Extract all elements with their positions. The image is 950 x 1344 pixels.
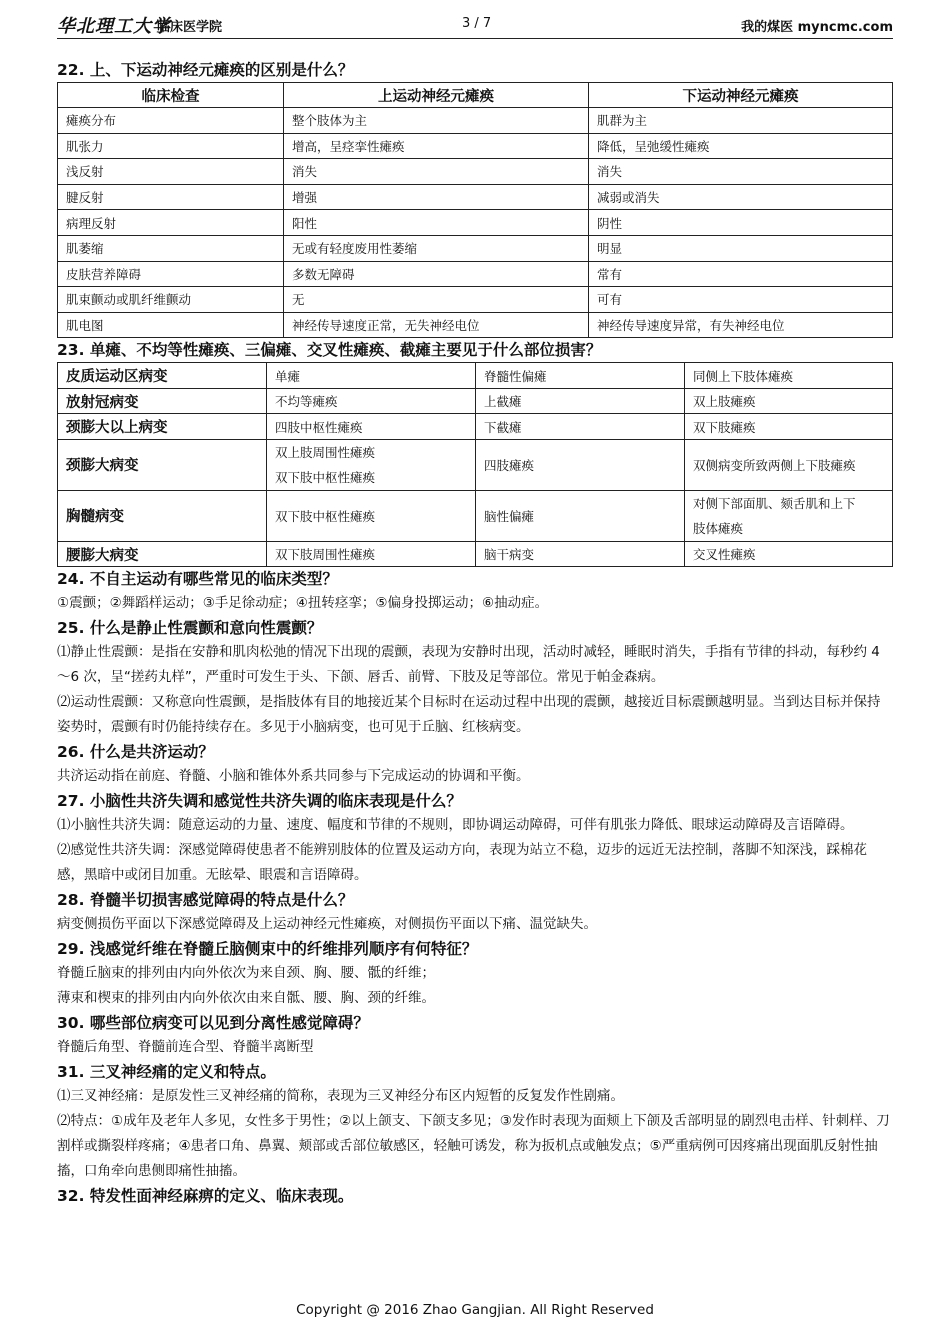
cell-line: 肢体瘫痪	[693, 520, 744, 536]
question-29-title: 29. 浅感觉纤维在脊髓丘脑侧束中的纤维排列顺序有何特征？	[57, 940, 478, 959]
answer-paragraph: 薄束和楔束的排列由内向外依次由来自骶、腰、胸、颈的纤维。	[57, 990, 435, 1007]
table-cell: 消失	[589, 159, 893, 185]
table-cell: 脑性偏瘫	[476, 490, 685, 541]
answer-paragraph: ⑴小脑性共济失调：随意运动的力量、速度、幅度和节律的不规则，即协调运动障碍，可伴有肌张力降低、眼球运动障碍及言语障碍。	[57, 817, 854, 834]
table-cell: 肌束颤动或肌纤维颤动	[58, 287, 284, 313]
table-cell: 阴性	[589, 210, 893, 236]
table-row	[58, 363, 893, 389]
table-cell	[685, 490, 893, 541]
answer-paragraph: ⑵特点：①成年及老年人多见，女性多于男性；②以上颌支、下颌支多见；③发作时表现为面颊上下颌及舌部明显的剧烈电击样、针刺样、刀割样或撕裂样疼痛；④患者口角、鼻翼、颊部或舌部位敏感区，轻触可诱发，称为扳机点或触发点；⑤严重病例可因疼痛出现面肌反射性抽搐，口角牵向患侧即痛性抽搐。	[57, 1113, 890, 1180]
table-cell: 肌群为主	[589, 108, 893, 134]
table-cell: 神经传导速度异常，有失神经电位	[589, 312, 893, 338]
answer-paragraph: 病变侧损伤平面以下深感觉障碍及上运动神经元性瘫痪，对侧损伤平面以下痛、温觉缺失。	[57, 916, 597, 933]
table-cell: 不均等瘫痪	[267, 388, 476, 414]
row-header: 颈膨大病变	[58, 439, 267, 490]
table-cell: 减弱或消失	[589, 184, 893, 210]
table-cell: 四肢瘫痪	[476, 439, 685, 490]
question-22-title: 22. 上、下运动神经元瘫痪的区别是什么？	[57, 61, 354, 79]
row-header: 胸髓病变	[58, 490, 267, 541]
table-cell: 降低，呈弛缓性瘫痪	[589, 133, 893, 159]
answer-paragraph: ①震颤；②舞蹈样运动；③手足徐动症；④扭转痉挛；⑤偏身投掷运动；⑥抽动症。	[57, 595, 549, 612]
table-cell: 整个肢体为主	[284, 108, 589, 134]
table-cell: 可有	[589, 287, 893, 313]
table-row	[58, 159, 893, 185]
motor-neuron-table	[57, 82, 893, 338]
table-cell: 皮肤营养障碍	[58, 261, 284, 287]
table-cell: 双下肢瘫痪	[685, 414, 893, 440]
university-logo: 华北理工大学	[57, 16, 171, 37]
table-cell: 下截瘫	[476, 414, 685, 440]
table-cell: 腱反射	[58, 184, 284, 210]
column-header: 上运动神经元瘫痪	[284, 83, 589, 108]
table-cell: 肌萎缩	[58, 235, 284, 261]
question-32-title: 32. 特发性面神经麻痹的定义、临床表现。	[57, 1187, 354, 1206]
table-cell: 肌张力	[58, 133, 284, 159]
table-row	[58, 210, 893, 236]
table-cell: 双上肢瘫痪	[685, 388, 893, 414]
cell-line: 双上肢周围性瘫痪	[275, 444, 376, 460]
question-31-title: 31. 三叉神经痛的定义和特点。	[57, 1063, 276, 1082]
table-row	[58, 235, 893, 261]
column-header: 临床检查	[58, 83, 284, 108]
question-25-title: 25. 什么是静止性震颤和意向性震颤？	[57, 619, 323, 638]
table-cell: 双侧病变所致两侧上下肢瘫痪	[685, 439, 893, 490]
table-row	[58, 541, 893, 567]
table-cell: 神经传导速度正常，无失神经电位	[284, 312, 589, 338]
table-cell: 单瘫	[267, 363, 476, 389]
table-cell: 肌电图	[58, 312, 284, 338]
table-row	[58, 108, 893, 134]
column-header: 下运动神经元瘫痪	[589, 83, 893, 108]
table-row	[58, 490, 893, 541]
table-cell: 脊髓性偏瘫	[476, 363, 685, 389]
row-header: 放射冠病变	[58, 388, 267, 414]
question-27-title: 27. 小脑性共济失调和感觉性共济失调的临床表现是什么？	[57, 792, 462, 811]
cell-line: 双下肢中枢性瘫痪	[275, 469, 376, 485]
question-30-title: 30. 哪些部位病变可以见到分离性感觉障碍？	[57, 1014, 369, 1033]
table-cell: 四肢中枢性瘫痪	[267, 414, 476, 440]
answer-paragraph: 脊髓后角型、脊髓前连合型、脊髓半离断型	[57, 1039, 314, 1056]
answer-paragraph: 脊髓丘脑束的排列由内向外依次为来自颈、胸、腰、骶的纤维；	[57, 965, 435, 982]
answer-paragraph: ⑴静止性震颤：是指在安静和肌肉松弛的情况下出现的震颤，表现为安静时出现，活动时减轻，睡眠时消失，手指有节律的抖动，每秒约 4～6 次，呈“搓药丸样”，严重时可发生于头、下颌、唇舌、前臂、下肢及足等部位。常见于帕金森病。	[57, 644, 880, 686]
table-cell: 瘫痪分布	[58, 108, 284, 134]
table-cell: 增强	[284, 184, 589, 210]
table-cell: 病理反射	[58, 210, 284, 236]
cell-line: 对侧下部面肌、颏舌肌和上下	[693, 495, 856, 511]
table-row	[58, 184, 893, 210]
table-cell: 脑干病变	[476, 541, 685, 567]
table-cell: 浅反射	[58, 159, 284, 185]
row-header: 皮质运动区病变	[58, 363, 267, 389]
table-cell: 增高，呈痉挛性瘫痪	[284, 133, 589, 159]
table-cell: 阳性	[284, 210, 589, 236]
answer-paragraph: ⑴三叉神经痛：是原发性三叉神经痛的简称，表现为三叉神经分布区内短暂的反复发作性剧痛。	[57, 1088, 624, 1105]
question-24-title: 24. 不自主运动有哪些常见的临床类型？	[57, 570, 338, 589]
table-cell: 无或有轻度废用性萎缩	[284, 235, 589, 261]
table-header-row	[58, 83, 893, 108]
document-body	[57, 58, 893, 1208]
department-name: 临床医学院	[157, 20, 223, 35]
table-cell	[267, 439, 476, 490]
table-cell: 双下肢周围性瘫痪	[267, 541, 476, 567]
table-cell: 明显	[589, 235, 893, 261]
table-row	[58, 414, 893, 440]
site-name: 我的煤医 myncmc.com	[741, 20, 893, 35]
question-23-title: 23. 单瘫、不均等性瘫痪、三偏瘫、交叉性瘫痪、截瘫主要见于什么部位损害？	[57, 341, 602, 360]
table-cell: 双下肢中枢性瘫痪	[267, 490, 476, 541]
row-header: 颈膨大以上病变	[58, 414, 267, 440]
table-cell: 上截瘫	[476, 388, 685, 414]
table-cell: 消失	[284, 159, 589, 185]
table-row	[58, 287, 893, 313]
question-26-title: 26. 什么是共济运动？	[57, 743, 214, 762]
answer-paragraph: 共济运动指在前庭、脊髓、小脑和锥体外系共同参与下完成运动的协调和平衡。	[57, 768, 530, 785]
answer-paragraph: ⑵感觉性共济失调：深感觉障碍使患者不能辨别肢体的位置及运动方向，表现为站立不稳，迈步的远近无法控制，落脚不知深浅，踩棉花感，黑暗中或闭目加重。无眩晕、眼震和言语障碍。	[57, 842, 867, 884]
table-cell: 交叉性瘫痪	[685, 541, 893, 567]
page-header	[57, 10, 893, 39]
table-row	[58, 388, 893, 414]
table-row	[58, 261, 893, 287]
table-cell: 多数无障碍	[284, 261, 589, 287]
table-row	[58, 312, 893, 338]
table-cell: 同侧上下肢体瘫痪	[685, 363, 893, 389]
paralysis-location-table	[57, 362, 893, 567]
page-number: 3 / 7	[462, 16, 492, 31]
table-row	[58, 439, 893, 490]
copyright-footer: Copyright @ 2016 Zhao Gangjian. All Right Reserved	[296, 1302, 654, 1318]
row-header: 腰膨大病变	[58, 541, 267, 567]
table-row	[58, 133, 893, 159]
answer-paragraph: ⑵运动性震颤：又称意向性震颤，是指肢体有目的地接近某个目标时在运动过程中出现的震颤，越接近目标震颤越明显。当到达目标并保持姿势时，震颤有时仍能持续存在。多见于小脑病变，也可见于丘脑、红核病变。	[57, 694, 881, 736]
question-28-title: 28. 脊髓半切损害感觉障碍的特点是什么？	[57, 891, 354, 910]
table-cell: 常有	[589, 261, 893, 287]
table-cell: 无	[284, 287, 589, 313]
